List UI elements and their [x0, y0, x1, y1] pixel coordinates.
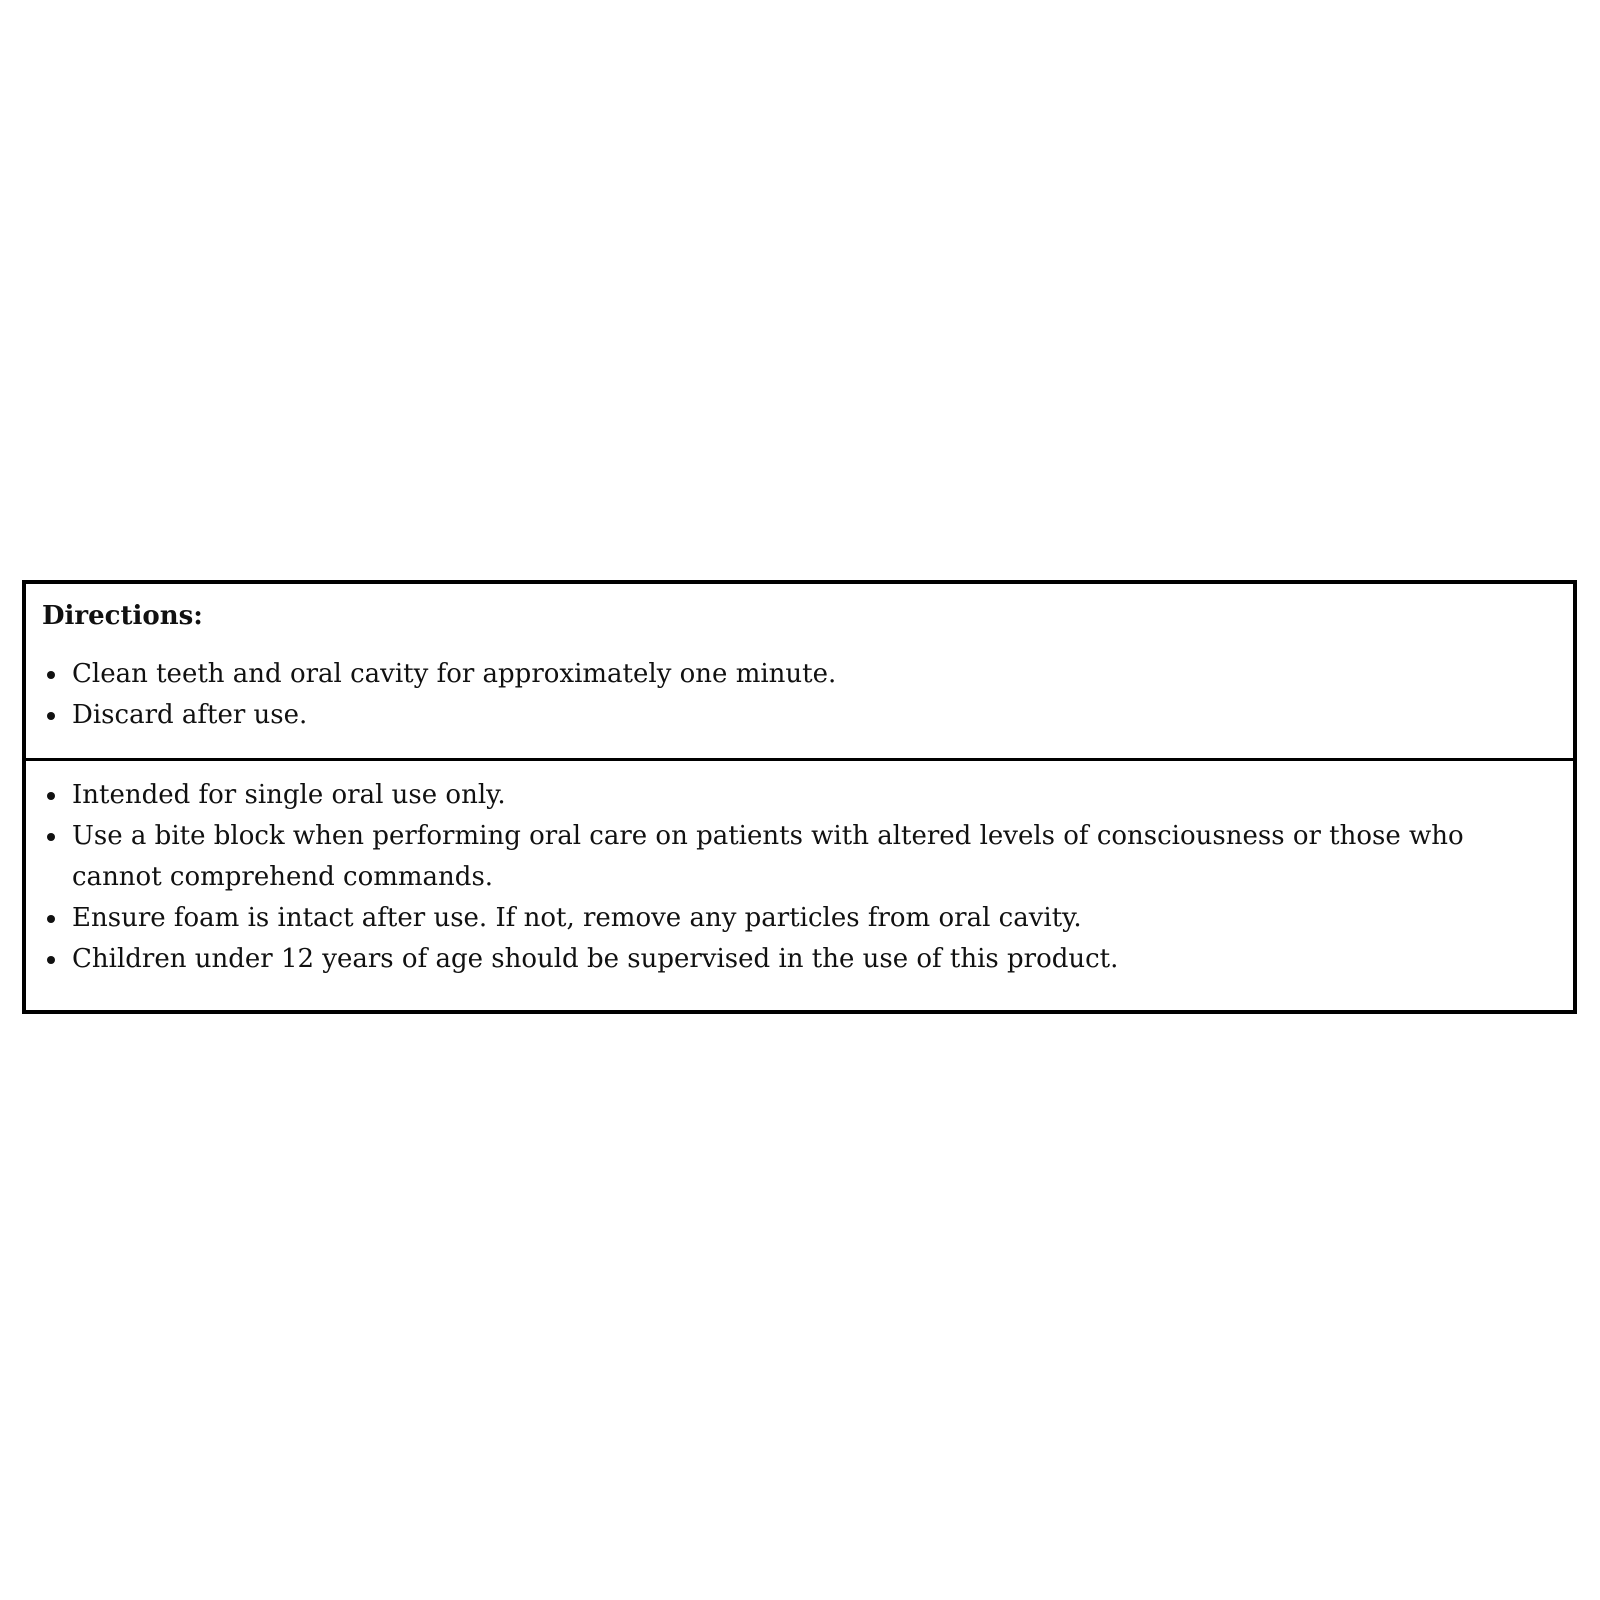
directions-list	[42, 654, 1557, 736]
directions-heading: Directions:	[42, 601, 203, 631]
directions-item: Discard after use.	[42, 695, 1557, 736]
warnings-item: Intended for single oral use only.	[42, 775, 1557, 816]
warnings-list	[42, 775, 1557, 980]
directions-item: Clean teeth and oral cavity for approximately one minute.	[42, 654, 1557, 695]
warnings-section	[26, 758, 1573, 1010]
directions-section	[26, 584, 1573, 758]
warnings-item: Use a bite block when performing oral care on patients with altered levels of consciousness or those who cannot comprehend commands.	[42, 816, 1557, 898]
warnings-item: Ensure foam is intact after use. If not, remove any particles from oral cavity.	[42, 898, 1557, 939]
warnings-item: Children under 12 years of age should be supervised in the use of this product.	[42, 939, 1557, 980]
directions-label-box	[22, 580, 1577, 1014]
